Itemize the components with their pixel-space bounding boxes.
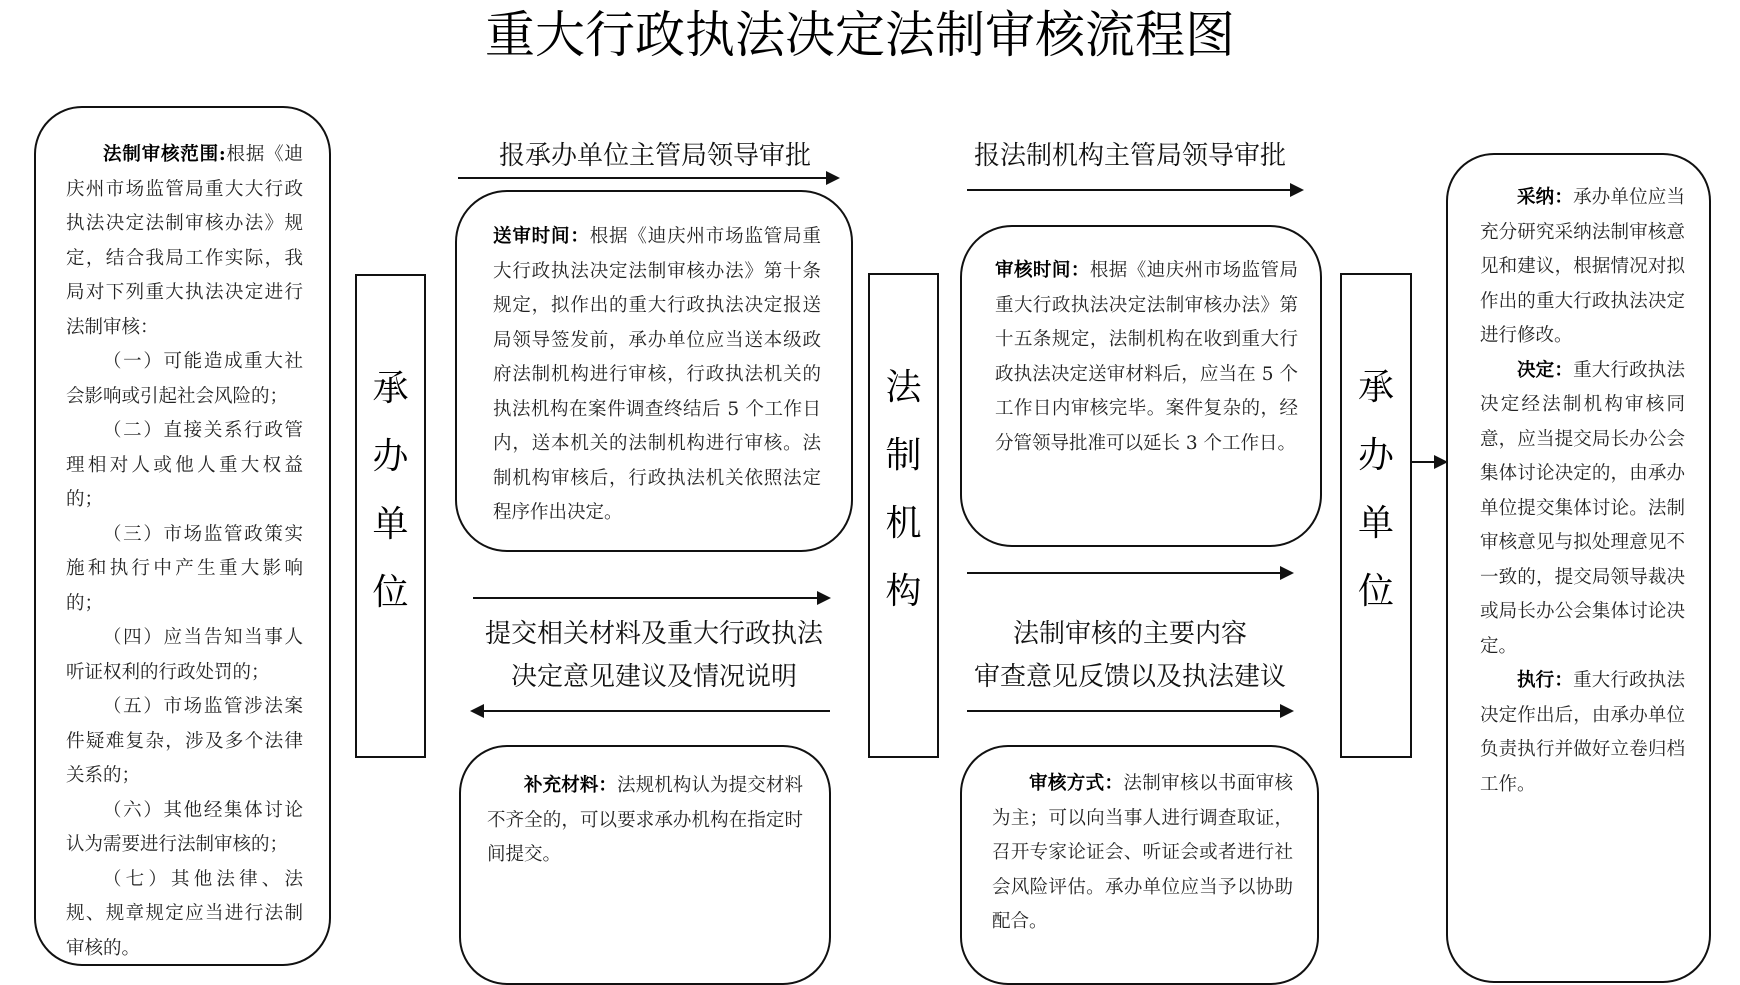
arrow-right-icon (473, 597, 829, 599)
page-title: 重大行政执法决定法制审核流程图 (485, 6, 1235, 64)
node-undertaking-unit-1 (355, 274, 426, 758)
node-label (1356, 367, 1396, 642)
node-label-char: 单 (372, 504, 409, 545)
execute-body: 重大行政执法决定作出后，由承办单位负责执行并做好立卷归档工作。 (1480, 670, 1685, 795)
review-method-box (960, 745, 1319, 985)
adopt-heading: 采纳： (1517, 187, 1574, 208)
scope-heading: 法制审核范围: (103, 144, 226, 165)
node-label-char: 办 (1357, 435, 1394, 476)
node-label-char: 办 (372, 436, 409, 477)
scope-item: （二）直接关系行政管理相对人或他人重大权益的； (66, 420, 303, 510)
flow-label-mid-right-2: 审查意见反馈以及执法建议 (973, 662, 1286, 692)
submission-time-body: 根据《迪庆州市场监管局重大行政执法决定法制审核办法》第十条规定，拟作出的重大行政执法决定报送局领导签发前，承办单位应当送本级政府法制机构进行审核，行政执法机关的执法机构在案件调查终结后 5 个工作日内，送本机关的法制机构进行审核。法制机构审核后，行政执法机关依照法定程序作出决定。 (493, 226, 821, 523)
flow-label-mid-left-2: 决定意见建议及情况说明 (510, 662, 797, 692)
scope-item: （一）可能造成重大社会影响或引起社会风险的； (66, 351, 303, 407)
node-label-char: 构 (885, 571, 922, 612)
review-method-body: 法制审核以书面审核为主；可以向当事人进行调查取证，召开专家论证会、听证会或者进行社会风险评估。承办单位应当予以协助配合。 (992, 773, 1293, 932)
node-legal-agency (868, 273, 939, 758)
scope-item: （五）市场监管涉法案件疑难复杂，涉及多个法律关系的； (66, 696, 303, 786)
arrow-right-icon (458, 177, 838, 179)
arrow-right-icon (967, 189, 1302, 191)
arrow-right-icon (967, 710, 1292, 712)
scope-intro: 根据《迪庆州市场监管局重大大行政执法决定法制审核办法》规定，结合我局工作实际，我局对下列重大执法决定进行法制审核： (66, 144, 303, 338)
supplementary-body: 法规机构认为提交材料不齐全的，可以要求承办机构在指定时间提交。 (487, 775, 803, 865)
node-label-char: 承 (372, 368, 409, 409)
arrow-right-icon (967, 572, 1292, 574)
supplementary-heading: 补充材料： (524, 775, 618, 796)
outcome-box (1446, 153, 1711, 983)
node-label (884, 367, 924, 642)
arrow-right-icon (1412, 461, 1446, 463)
scope-item: （四）应当告知当事人听证权利的行政处罚的； (66, 627, 303, 683)
adopt-body: 承办单位应当充分研究采纳法制审核意见和建议，根据情况对拟作出的重大行政执法决定进行修改。 (1480, 187, 1685, 346)
flow-label-mid-right-1: 法制审核的主要内容 (1012, 619, 1247, 649)
review-time-heading: 审核时间： (995, 260, 1090, 281)
decide-body: 重大行政执法决定经法制机构审核同意，应当提交局长办公会集体讨论决定的，由承办单位提交集体讨论。法制审核意见与拟处理意见不一致的，提交局领导裁决或局长办公会集体讨论决定。 (1480, 359, 1685, 657)
scope-item: （六）其他经集体讨论认为需要进行法制审核的； (66, 799, 303, 855)
node-label-char: 法 (885, 367, 922, 408)
arrow-left-icon (472, 710, 830, 712)
node-label-char: 位 (372, 572, 409, 613)
submission-time-box (455, 190, 853, 552)
node-label-char: 位 (1357, 571, 1394, 612)
review-time-body: 根据《迪庆州市场监管局重大行政执法决定法制审核办法》第十五条规定，法制机构在收到重大行政执法决定送审材料后，应当在 5 个工作日内审核完毕。案件复杂的，经分管领导批准可以延长 3 个工作日。 (995, 260, 1298, 454)
flow-label-top-left: 报承办单位主管局领导审批 (498, 141, 811, 171)
execute-heading: 执行： (1517, 670, 1574, 691)
scope-item: （三）市场监管政策实施和执行中产生重大影响的； (66, 523, 303, 614)
node-label-char: 承 (1357, 367, 1394, 408)
node-undertaking-unit-2 (1340, 273, 1412, 758)
flow-label-top-right: 报法制机构主管局领导审批 (973, 141, 1286, 171)
review-method-heading: 审核方式： (1029, 773, 1124, 794)
decide-heading: 决定： (1517, 359, 1574, 381)
node-label-char: 单 (1357, 503, 1394, 544)
review-time-box (960, 225, 1322, 547)
node-label-char: 机 (885, 503, 922, 544)
flow-label-mid-left-1: 提交相关材料及重大行政执法 (484, 619, 823, 649)
scope-box (34, 106, 331, 966)
supplementary-box (459, 745, 831, 985)
submission-time-heading: 送审时间： (493, 226, 590, 247)
node-label-char: 制 (885, 435, 922, 476)
scope-item: （七）其他法律、法规、规章规定应当进行法制审核的。 (66, 868, 303, 959)
node-label (371, 368, 411, 643)
